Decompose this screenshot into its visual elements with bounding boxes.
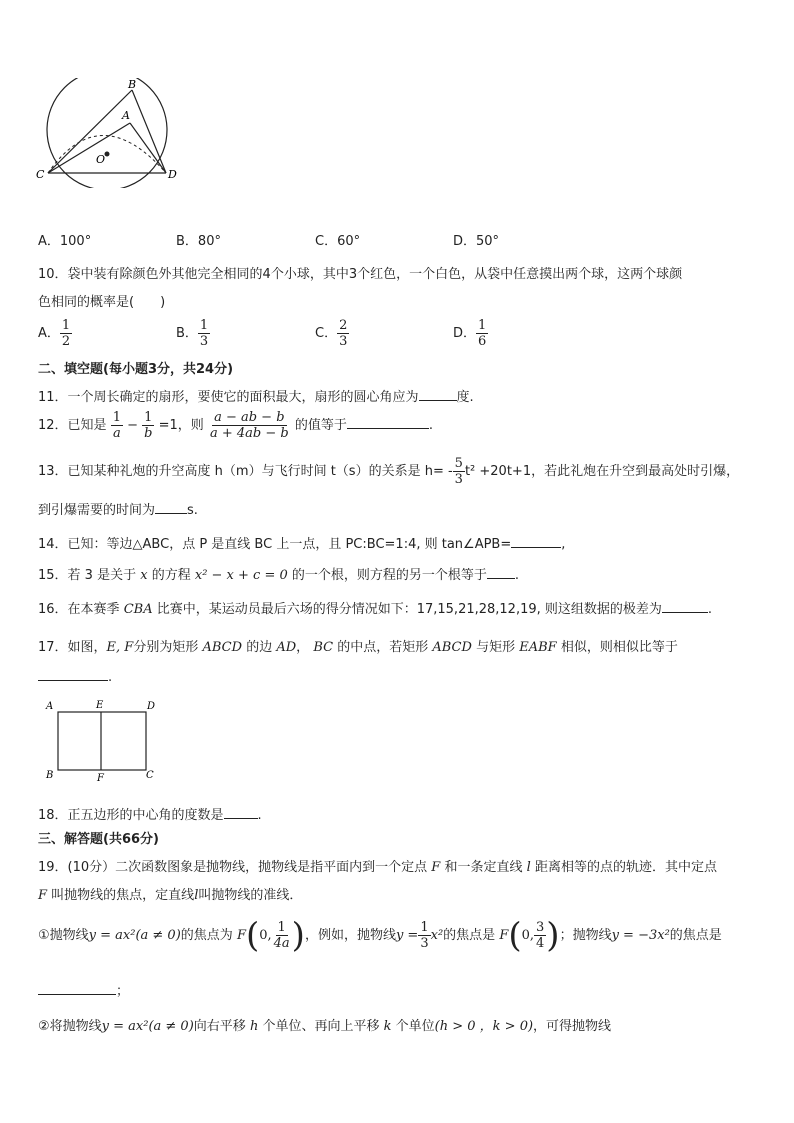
q9-option-a: A．100° <box>38 234 92 249</box>
q19-part1: ①抛物线y = ax²(a ≠ 0)的焦点为 F(0, $\frac{1}{4a}$ )，例如，抛物线y = $\frac{1}{3}$ x²的焦点是 F(0, $\frac{3}{4}$ )；抛物线y = −3x²的焦点是 <box>38 915 722 956</box>
q13-blank[interactable] <box>155 501 187 514</box>
q14-blank[interactable] <box>511 535 561 548</box>
q19-part1-answer: ； <box>38 980 129 999</box>
q11: 11．一个周长确定的扇形，要使它的面积最大，扇形的圆心角应为 度. <box>38 390 474 405</box>
q15-blank[interactable] <box>487 566 515 579</box>
q16-blank[interactable] <box>662 600 708 613</box>
q9-option-c: C．60° <box>315 234 361 249</box>
circle-figure <box>30 78 190 188</box>
q19-line2: F 叫抛物线的焦点，定直线l叫抛物线的准线． <box>38 888 303 903</box>
label-a: A <box>122 109 130 122</box>
label-a: A <box>46 701 54 712</box>
q10-line1: 10．袋中装有除颜色外其他完全相同的4个小球，其中3个红色，一个白色，从袋中任意摸出两个球，这两个球颜 <box>38 267 683 282</box>
rect-abcd <box>58 712 146 770</box>
q11-blank[interactable] <box>419 388 457 401</box>
section-3-title: 三、解答题(共66分) <box>38 832 159 847</box>
label-b: B <box>128 78 137 91</box>
q10-option-d: D． $\frac{1}{6}$ <box>453 318 487 349</box>
center-point <box>105 152 110 157</box>
label-c: C <box>146 770 154 781</box>
rectangle-figure <box>42 698 162 783</box>
q12: 12．已知是 $\frac{1}{a}$ − $\frac{1}{b}$ =1，则 $\frac{a - ab - b}{a + 4ab - b}$ 的值等于 . <box>38 410 433 441</box>
segment-cb <box>48 90 132 173</box>
q15: 15．若 3 是关于 x 的方程 x² − x + c = 0 的一个根，则方程的另一个根等于 . <box>38 568 520 583</box>
label-b: B <box>46 770 54 781</box>
q12-blank[interactable] <box>347 416 429 429</box>
q14: 14．已知：等边△ABC，点 P 是直线 BC 上一点，且 PC:BC=1:4, 则 tan∠APB= , <box>38 537 566 552</box>
q10-option-b: B． $\frac{1}{3}$ <box>176 318 209 349</box>
q17: 17．如图，E, F分别为矩形 ABCD 的边 AD， BC 的中点，若矩形 ABCD 与矩形 EABF 相似，则相似比等于 <box>38 640 678 655</box>
q9-option-b: B．80° <box>176 234 221 249</box>
label-o: O <box>96 153 106 166</box>
q9-option-d: D．50° <box>453 234 500 249</box>
q13-line1: 13．已知某种礼炮的升空高度 h（m）与飞行时间 t（s）的关系是 h= - $\frac{5}{3}$ t² +20t+1，若此礼炮在升空到最高处时引爆， <box>38 456 740 487</box>
q18-blank[interactable] <box>224 806 258 819</box>
label-f: F <box>97 773 104 783</box>
q13-line2: 到引爆需要的时间为 s. <box>38 503 198 518</box>
label-e: E <box>96 700 104 711</box>
segment-ca <box>48 123 130 173</box>
q10-option-a: A． $\frac{1}{2}$ <box>38 318 71 349</box>
q18: 18．正五边形的中心角的度数是 . <box>38 808 262 823</box>
label-d: D <box>168 168 177 181</box>
q19-blank[interactable] <box>38 982 116 995</box>
q19-line1: 19．(10分）二次函数图象是抛物线，抛物线是指平面内到一个定点 F 和一条定直线 l 距离相等的点的轨迹．其中定点 <box>38 860 717 875</box>
q17-answer: . <box>38 668 112 685</box>
section-2-title: 二、填空题(每小题3分，共24分) <box>38 362 234 377</box>
q10-line2: 色相同的概率是( ) <box>38 295 166 310</box>
q19-part2: ②将抛物线y = ax²(a ≠ 0)向右平移 h 个单位、再向上平移 k 个单位(h > 0 ，k > 0)，可得抛物线 <box>38 1019 612 1034</box>
q16: 16．在本赛季 CBA 比赛中，某运动员最后六场的得分情况如下：17,15,21,28,12,19, 则这组数据的极差为 . <box>38 602 713 617</box>
label-d: D <box>147 701 156 712</box>
label-c: C <box>36 168 45 181</box>
q17-blank[interactable] <box>38 668 108 681</box>
q10-option-c: C． $\frac{2}{3}$ <box>315 318 348 349</box>
